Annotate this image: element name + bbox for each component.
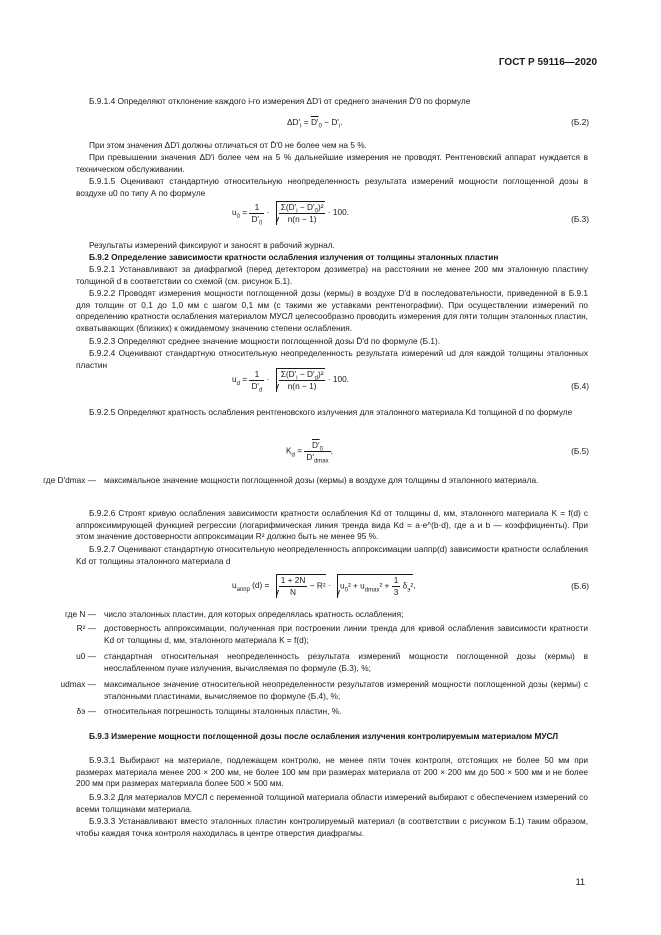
paragraph-b923: Б.9.2.3 Определяют среднее значение мощности поглощенной дозы D̄'d по формуле (Б.1). bbox=[89, 336, 441, 346]
definition-body: число эталонных пластин, для которых определялась кратность ослабления; bbox=[104, 609, 404, 619]
definition-dmax bbox=[44, 475, 588, 487]
formula-b3: $u_0$ = $\frac{1}{D'_0}$ · $\frac{\Sigma(D'_i - D'_0)^2}{n(n - 1)}$ · 100. bbox=[232, 201, 349, 227]
heading-b93: Б.9.3 Измерение мощности поглощенной дозы после ослабления излучения контролируемым материалом МУСЛ bbox=[89, 731, 559, 741]
definition-body: максимальное значение относительной неопределенности результатов измерений мощности поглощенной дозы (кермы) с эталонными пластинами, вычисляемое по формуле (Б.4), %; bbox=[104, 679, 588, 701]
paragraph-over-5-percent: При превышении значения ΔD'i более чем на 5 % дальнейшие измерения не проводят. Рентгеновский аппарат нуждается в техническом обслуживании. bbox=[76, 152, 588, 174]
paragraph-b915: Б.9.1.5 Оценивают стандартную относительную неопределенность результата измерений мощности поглощенной дозы в воздухе u0 по типу А по формуле bbox=[76, 176, 588, 198]
paragraph-b925: Б.9.2.5 Определяют кратность ослабления рентгеновского излучения для эталонного материала Kd толщиной d по формуле bbox=[89, 407, 573, 417]
definition-delta bbox=[44, 706, 588, 718]
definition-term: udmax — bbox=[60, 679, 96, 689]
definition-udmax bbox=[44, 679, 588, 702]
page-number: 11 bbox=[575, 877, 585, 887]
formula-b4-number: (Б.4) bbox=[571, 381, 589, 391]
definition-term: где N — bbox=[64, 609, 96, 619]
paragraph-b933: Б.9.3.3 Устанавливают вместо эталонных пластин контролируемый материал (в соответствии с рисунком Б.1) таким образом, чтобы каждая точка контроля находилась в центре отверстия диафрагмы. bbox=[76, 816, 588, 838]
paragraph-b924: Б.9.2.4 Оценивают стандартную относительную неопределенность результата измерений ud для каждой толщины эталонных пластин bbox=[76, 348, 588, 370]
heading-b92: Б.9.2 Определение зависимости кратности ослабления излучения от толщины эталонных пластин bbox=[89, 252, 499, 262]
definition-body: достоверность аппроксимации, полученная при построении линии тренда для кривой ослабления зависимости кратности Kd от толщины d, мм, эталонного материала K = f(d); bbox=[104, 623, 588, 645]
definition-r2 bbox=[44, 623, 588, 646]
paragraph-b931: Б.9.3.1 Выбирают на материале, подлежащем контролю, не менее пяти точек контроля, отстоящих не более 50 мм при размерах материала менее 200 × 200 мм, не более 100 мм при размерах материала от 200 × 200 мм до 500 × 500 мм и не более 200 мм при размерах материала более 500 × 500 мм. bbox=[76, 755, 588, 789]
definition-term: R² — bbox=[76, 623, 96, 633]
paragraph-b922: Б.9.2.2 Проводят измерения мощности поглощенной дозы (кермы) в воздухе D'd в последовательности, приведенной в Б.9.1 для толщин от 0,1 до 1,0 мм с шагом 0,1 мм (с такими же уставками рентгенографии). При осуществлении измерений по определению кратности ослабления материалом МУСЛ целесообразно проводить измерения для пяти толщин эталонных пластин, охватывающих (близких) к ожидаемому значению степени ослабления. bbox=[76, 288, 588, 334]
definition-term: где D'dmax — bbox=[43, 475, 96, 485]
paragraph-results: Результаты измерений фиксируют и заносят в рабочий журнал. bbox=[89, 240, 335, 250]
formula-b2-number: (Б.2) bbox=[571, 117, 589, 127]
definition-body: относительная погрешность толщины эталонных пластин, %. bbox=[104, 706, 342, 716]
formula-b2: $\Delta D'_i = D'_0 - D'_i$. bbox=[287, 117, 343, 130]
paragraph-5-percent: При этом значения ΔD'i должны отличаться от D̄'0 не более чем на 5 %. bbox=[89, 140, 367, 150]
paragraph-b926: Б.9.2.6 Строят кривую ослабления зависимости кратности ослабления Kd от толщины d, мм, эталонного материала K = f(d) с аппроксимирующей функцией регрессии (логарифмическая линия тренда вида Kd = a·e^(b·d), где a и b — коэффициенты). При этом значение достоверности аппроксимации R² должно быть не менее 95 %. bbox=[76, 508, 588, 542]
definition-term: u0 — bbox=[76, 651, 96, 661]
formula-b6: $u_{аппр}$ (d) = $\frac{1 + 2N}{N}$ − $R^2 \cdot u_0^2 + u_{dmax}^2$ + $\frac{1}{3}$ $\delta_э^2$, bbox=[232, 575, 416, 597]
paragraph-b932: Б.9.3.2 Для материалов МУСЛ с переменной толщиной материала области измерений выбирают с обеспечением измерений со всеми толщинами материала. bbox=[76, 792, 588, 814]
definition-body: стандартная относительная неопределенность результата измерений мощности поглощенной дозы (кермы) в неослабленном пучке излучения, вычисляемая по формуле (Б.3), %; bbox=[104, 651, 588, 673]
formula-b5-number: (Б.5) bbox=[571, 446, 589, 456]
formula-b5: $K_d$ = $\frac{D'_0}{D'_{dmax}}$ , bbox=[286, 440, 333, 465]
definition-n bbox=[44, 609, 588, 621]
paragraph-b914: Б.9.1.4 Определяют отклонение каждого i-го измерения ΔD'i от среднего значения D̄'0 по формуле bbox=[89, 96, 471, 106]
definition-body: максимальное значение мощности поглощенной дозы (кермы) в воздухе для толщины d эталонного материала. bbox=[104, 475, 539, 485]
document-header: ГОСТ Р 59116—2020 bbox=[498, 57, 597, 68]
formula-b3-number: (Б.3) bbox=[571, 214, 589, 224]
formula-b4: $u_d$ = $\frac{1}{D'_d}$ · $\frac{\Sigma(D'_i - D'_d)^2}{n(n - 1)}$ · 100. bbox=[232, 368, 349, 394]
definition-u0 bbox=[44, 651, 588, 674]
paragraph-b921: Б.9.2.1 Устанавливают за диафрагмой (перед детектором дозиметра) на расстоянии не менее 200 мм эталонную пластину толщиной d в соответствии со схемой (см. рисунок Б.1). bbox=[76, 264, 588, 286]
formula-b6-number: (Б.6) bbox=[571, 581, 589, 591]
definition-term: δэ — bbox=[76, 706, 96, 716]
paragraph-b927: Б.9.2.7 Оценивают стандартную относительную неопределенность аппроксимации uаппр(d) зависимости кратности ослабления Kd от толщины эталонного материала d bbox=[76, 544, 588, 566]
